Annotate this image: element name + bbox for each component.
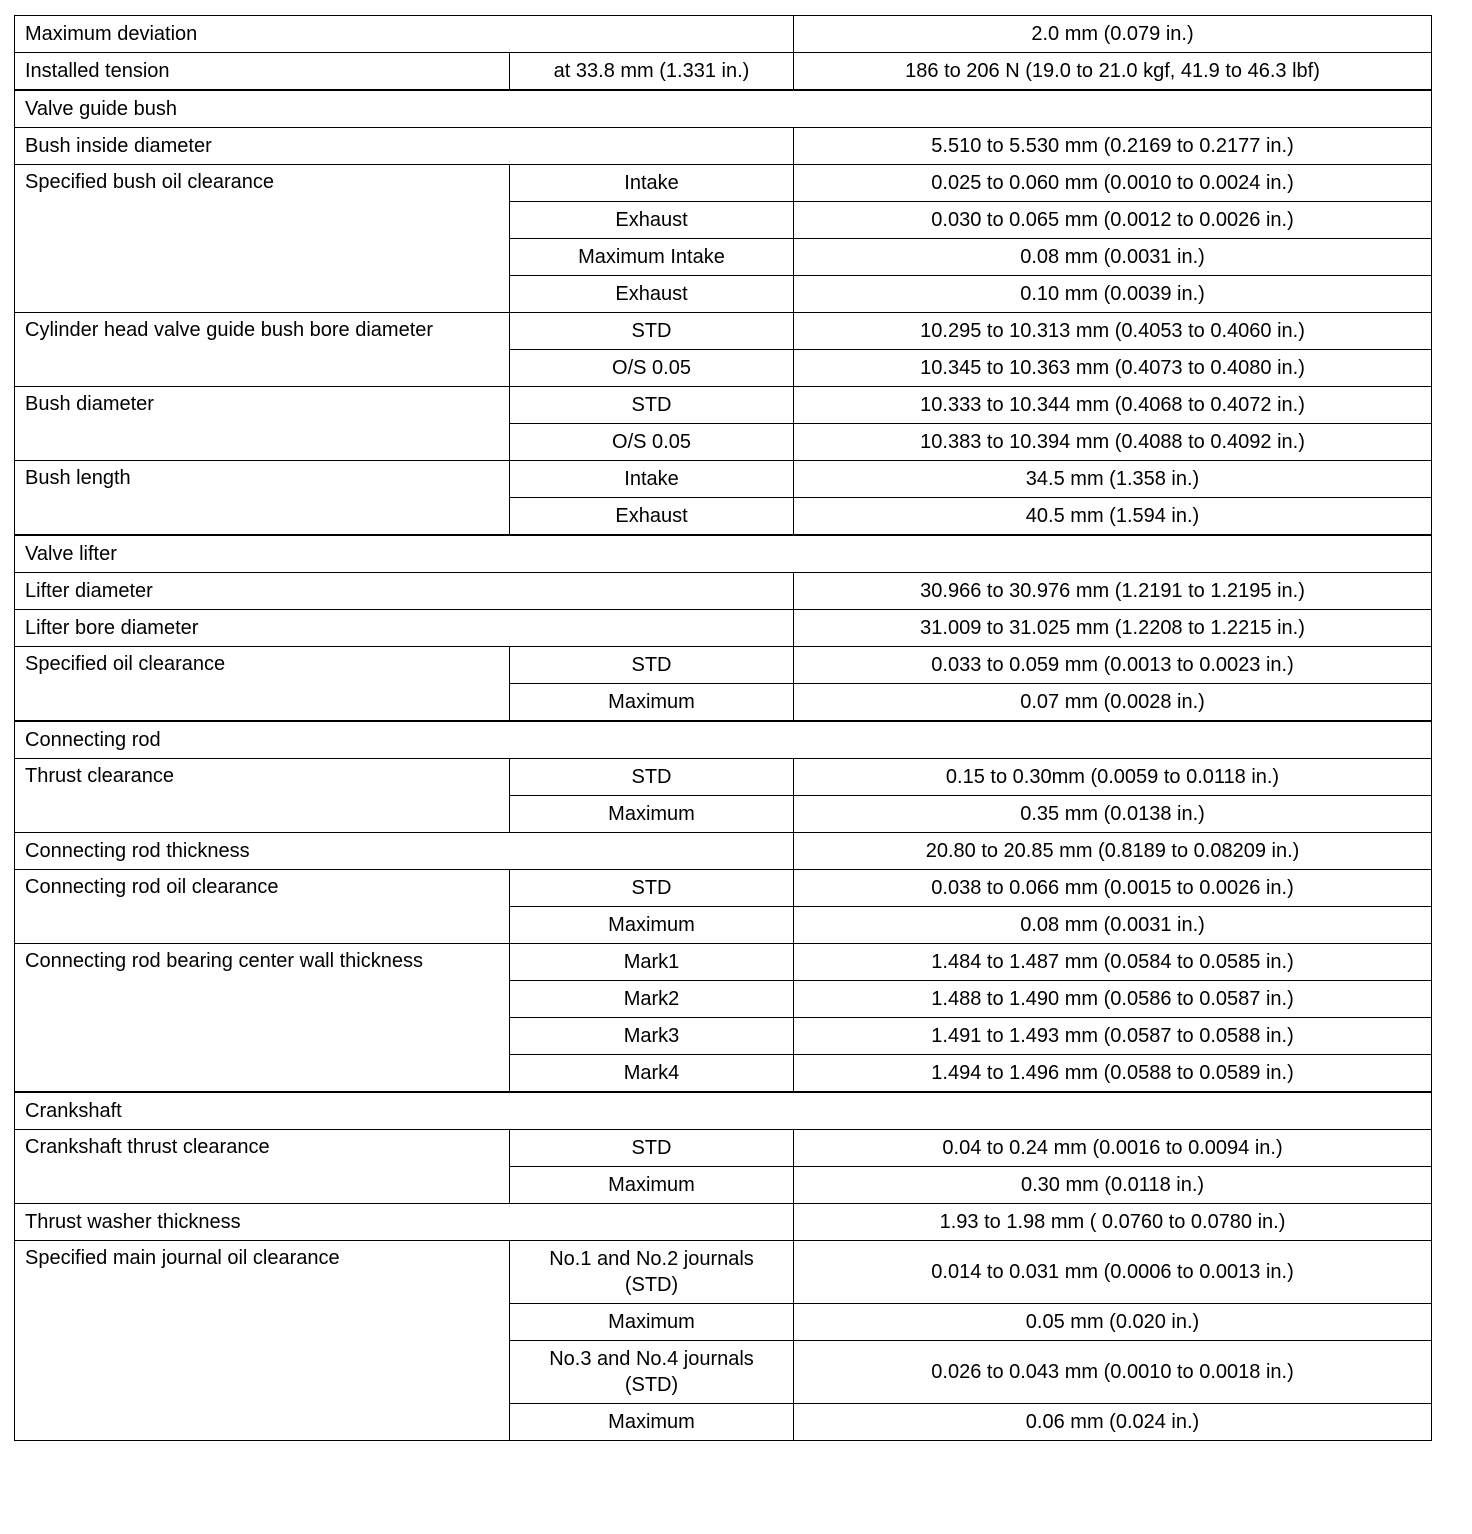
section-header-row [15, 1092, 1432, 1130]
table-row [15, 573, 1432, 610]
spec-value: 2.0 mm (0.079 in.) [794, 16, 1432, 53]
condition-label: STD [510, 870, 794, 907]
condition-label: STD [510, 387, 794, 424]
spec-value: 1.491 to 1.493 mm (0.0587 to 0.0588 in.) [794, 1018, 1432, 1055]
spec-value: 34.5 mm (1.358 in.) [794, 461, 1432, 498]
spec-value: 1.494 to 1.496 mm (0.0588 to 0.0589 in.) [794, 1055, 1432, 1093]
condition-label: STD [510, 759, 794, 796]
spec-value: 1.488 to 1.490 mm (0.0586 to 0.0587 in.) [794, 981, 1432, 1018]
condition-label: Exhaust [510, 276, 794, 313]
item-label: Specified oil clearance [15, 647, 510, 722]
item-label: Crankshaft thrust clearance [15, 1130, 510, 1204]
item-label: Thrust clearance [15, 759, 510, 833]
condition-label: O/S 0.05 [510, 424, 794, 461]
specification-table [14, 15, 1432, 1441]
condition-label: Intake [510, 165, 794, 202]
table-row [15, 128, 1432, 165]
section-header: Connecting rod [15, 721, 1432, 759]
spec-value: 1.484 to 1.487 mm (0.0584 to 0.0585 in.) [794, 944, 1432, 981]
spec-value: 0.07 mm (0.0028 in.) [794, 684, 1432, 722]
condition-label: Intake [510, 461, 794, 498]
spec-value: 0.025 to 0.060 mm (0.0010 to 0.0024 in.) [794, 165, 1432, 202]
table-row [15, 833, 1432, 870]
section-header-row [15, 90, 1432, 128]
section-header: Valve lifter [15, 535, 1432, 573]
section-header: Crankshaft [15, 1092, 1432, 1130]
item-label: Bush inside diameter [15, 128, 794, 165]
spec-value: 0.08 mm (0.0031 in.) [794, 239, 1432, 276]
table-row [15, 387, 1432, 424]
spec-value: 10.295 to 10.313 mm (0.4053 to 0.4060 in.) [794, 313, 1432, 350]
specification-table-body [15, 16, 1432, 1441]
item-label: Specified bush oil clearance [15, 165, 510, 313]
item-label: Connecting rod thickness [15, 833, 794, 870]
condition-label: Mark2 [510, 981, 794, 1018]
condition-label: STD [510, 1130, 794, 1167]
condition-label: Exhaust [510, 498, 794, 536]
spec-value: 0.08 mm (0.0031 in.) [794, 907, 1432, 944]
spec-value: 5.510 to 5.530 mm (0.2169 to 0.2177 in.) [794, 128, 1432, 165]
table-row [15, 944, 1432, 981]
table-row [15, 165, 1432, 202]
condition-label: Mark4 [510, 1055, 794, 1093]
table-row [15, 870, 1432, 907]
condition-label: Mark1 [510, 944, 794, 981]
item-label: Connecting rod bearing center wall thickness [15, 944, 510, 1093]
section-header: Valve guide bush [15, 90, 1432, 128]
table-row [15, 16, 1432, 53]
spec-value: 0.030 to 0.065 mm (0.0012 to 0.0026 in.) [794, 202, 1432, 239]
section-header-row [15, 721, 1432, 759]
item-label: Installed tension [15, 53, 510, 91]
spec-value: 0.06 mm (0.024 in.) [794, 1404, 1432, 1441]
condition-label: Maximum [510, 1304, 794, 1341]
spec-value: 40.5 mm (1.594 in.) [794, 498, 1432, 536]
spec-value: 0.014 to 0.031 mm (0.0006 to 0.0013 in.) [794, 1241, 1432, 1304]
table-row [15, 759, 1432, 796]
spec-value: 0.038 to 0.066 mm (0.0015 to 0.0026 in.) [794, 870, 1432, 907]
spec-value: 0.15 to 0.30mm (0.0059 to 0.0118 in.) [794, 759, 1432, 796]
spec-value: 31.009 to 31.025 mm (1.2208 to 1.2215 in.) [794, 610, 1432, 647]
condition-label: Maximum [510, 1404, 794, 1441]
spec-value: 0.04 to 0.24 mm (0.0016 to 0.0094 in.) [794, 1130, 1432, 1167]
condition-label: No.3 and No.4 journals (STD) [510, 1341, 794, 1404]
condition-label: No.1 and No.2 journals (STD) [510, 1241, 794, 1304]
item-label: Specified main journal oil clearance [15, 1241, 510, 1441]
spec-value: 0.033 to 0.059 mm (0.0013 to 0.0023 in.) [794, 647, 1432, 684]
spec-value: 0.35 mm (0.0138 in.) [794, 796, 1432, 833]
spec-value: 10.383 to 10.394 mm (0.4088 to 0.4092 in.) [794, 424, 1432, 461]
condition-label: Maximum [510, 1167, 794, 1204]
table-row [15, 1130, 1432, 1167]
item-label: Connecting rod oil clearance [15, 870, 510, 944]
table-row [15, 313, 1432, 350]
spec-value: 10.345 to 10.363 mm (0.4073 to 0.4080 in.) [794, 350, 1432, 387]
condition-label: Maximum Intake [510, 239, 794, 276]
condition-label: Exhaust [510, 202, 794, 239]
table-row [15, 1204, 1432, 1241]
condition-label: Maximum [510, 796, 794, 833]
spec-value: 30.966 to 30.976 mm (1.2191 to 1.2195 in.) [794, 573, 1432, 610]
spec-value: 20.80 to 20.85 mm (0.8189 to 0.08209 in.) [794, 833, 1432, 870]
spec-value: 1.93 to 1.98 mm ( 0.0760 to 0.0780 in.) [794, 1204, 1432, 1241]
condition-label: at 33.8 mm (1.331 in.) [510, 53, 794, 91]
table-row [15, 461, 1432, 498]
item-label: Bush diameter [15, 387, 510, 461]
item-label: Lifter bore diameter [15, 610, 794, 647]
condition-label: Maximum [510, 684, 794, 722]
table-row [15, 53, 1432, 91]
item-label: Thrust washer thickness [15, 1204, 794, 1241]
item-label: Cylinder head valve guide bush bore diameter [15, 313, 510, 387]
spec-value: 0.026 to 0.043 mm (0.0010 to 0.0018 in.) [794, 1341, 1432, 1404]
item-label: Maximum deviation [15, 16, 794, 53]
spec-value: 186 to 206 N (19.0 to 21.0 kgf, 41.9 to 46.3 lbf) [794, 53, 1432, 91]
table-row [15, 1241, 1432, 1304]
spec-value: 0.05 mm (0.020 in.) [794, 1304, 1432, 1341]
condition-label: O/S 0.05 [510, 350, 794, 387]
condition-label: Maximum [510, 907, 794, 944]
item-label: Lifter diameter [15, 573, 794, 610]
spec-value: 0.30 mm (0.0118 in.) [794, 1167, 1432, 1204]
section-header-row [15, 535, 1432, 573]
spec-value: 10.333 to 10.344 mm (0.4068 to 0.4072 in.) [794, 387, 1432, 424]
spec-value: 0.10 mm (0.0039 in.) [794, 276, 1432, 313]
table-row [15, 647, 1432, 684]
condition-label: Mark3 [510, 1018, 794, 1055]
table-row [15, 610, 1432, 647]
condition-label: STD [510, 647, 794, 684]
item-label: Bush length [15, 461, 510, 536]
condition-label: STD [510, 313, 794, 350]
